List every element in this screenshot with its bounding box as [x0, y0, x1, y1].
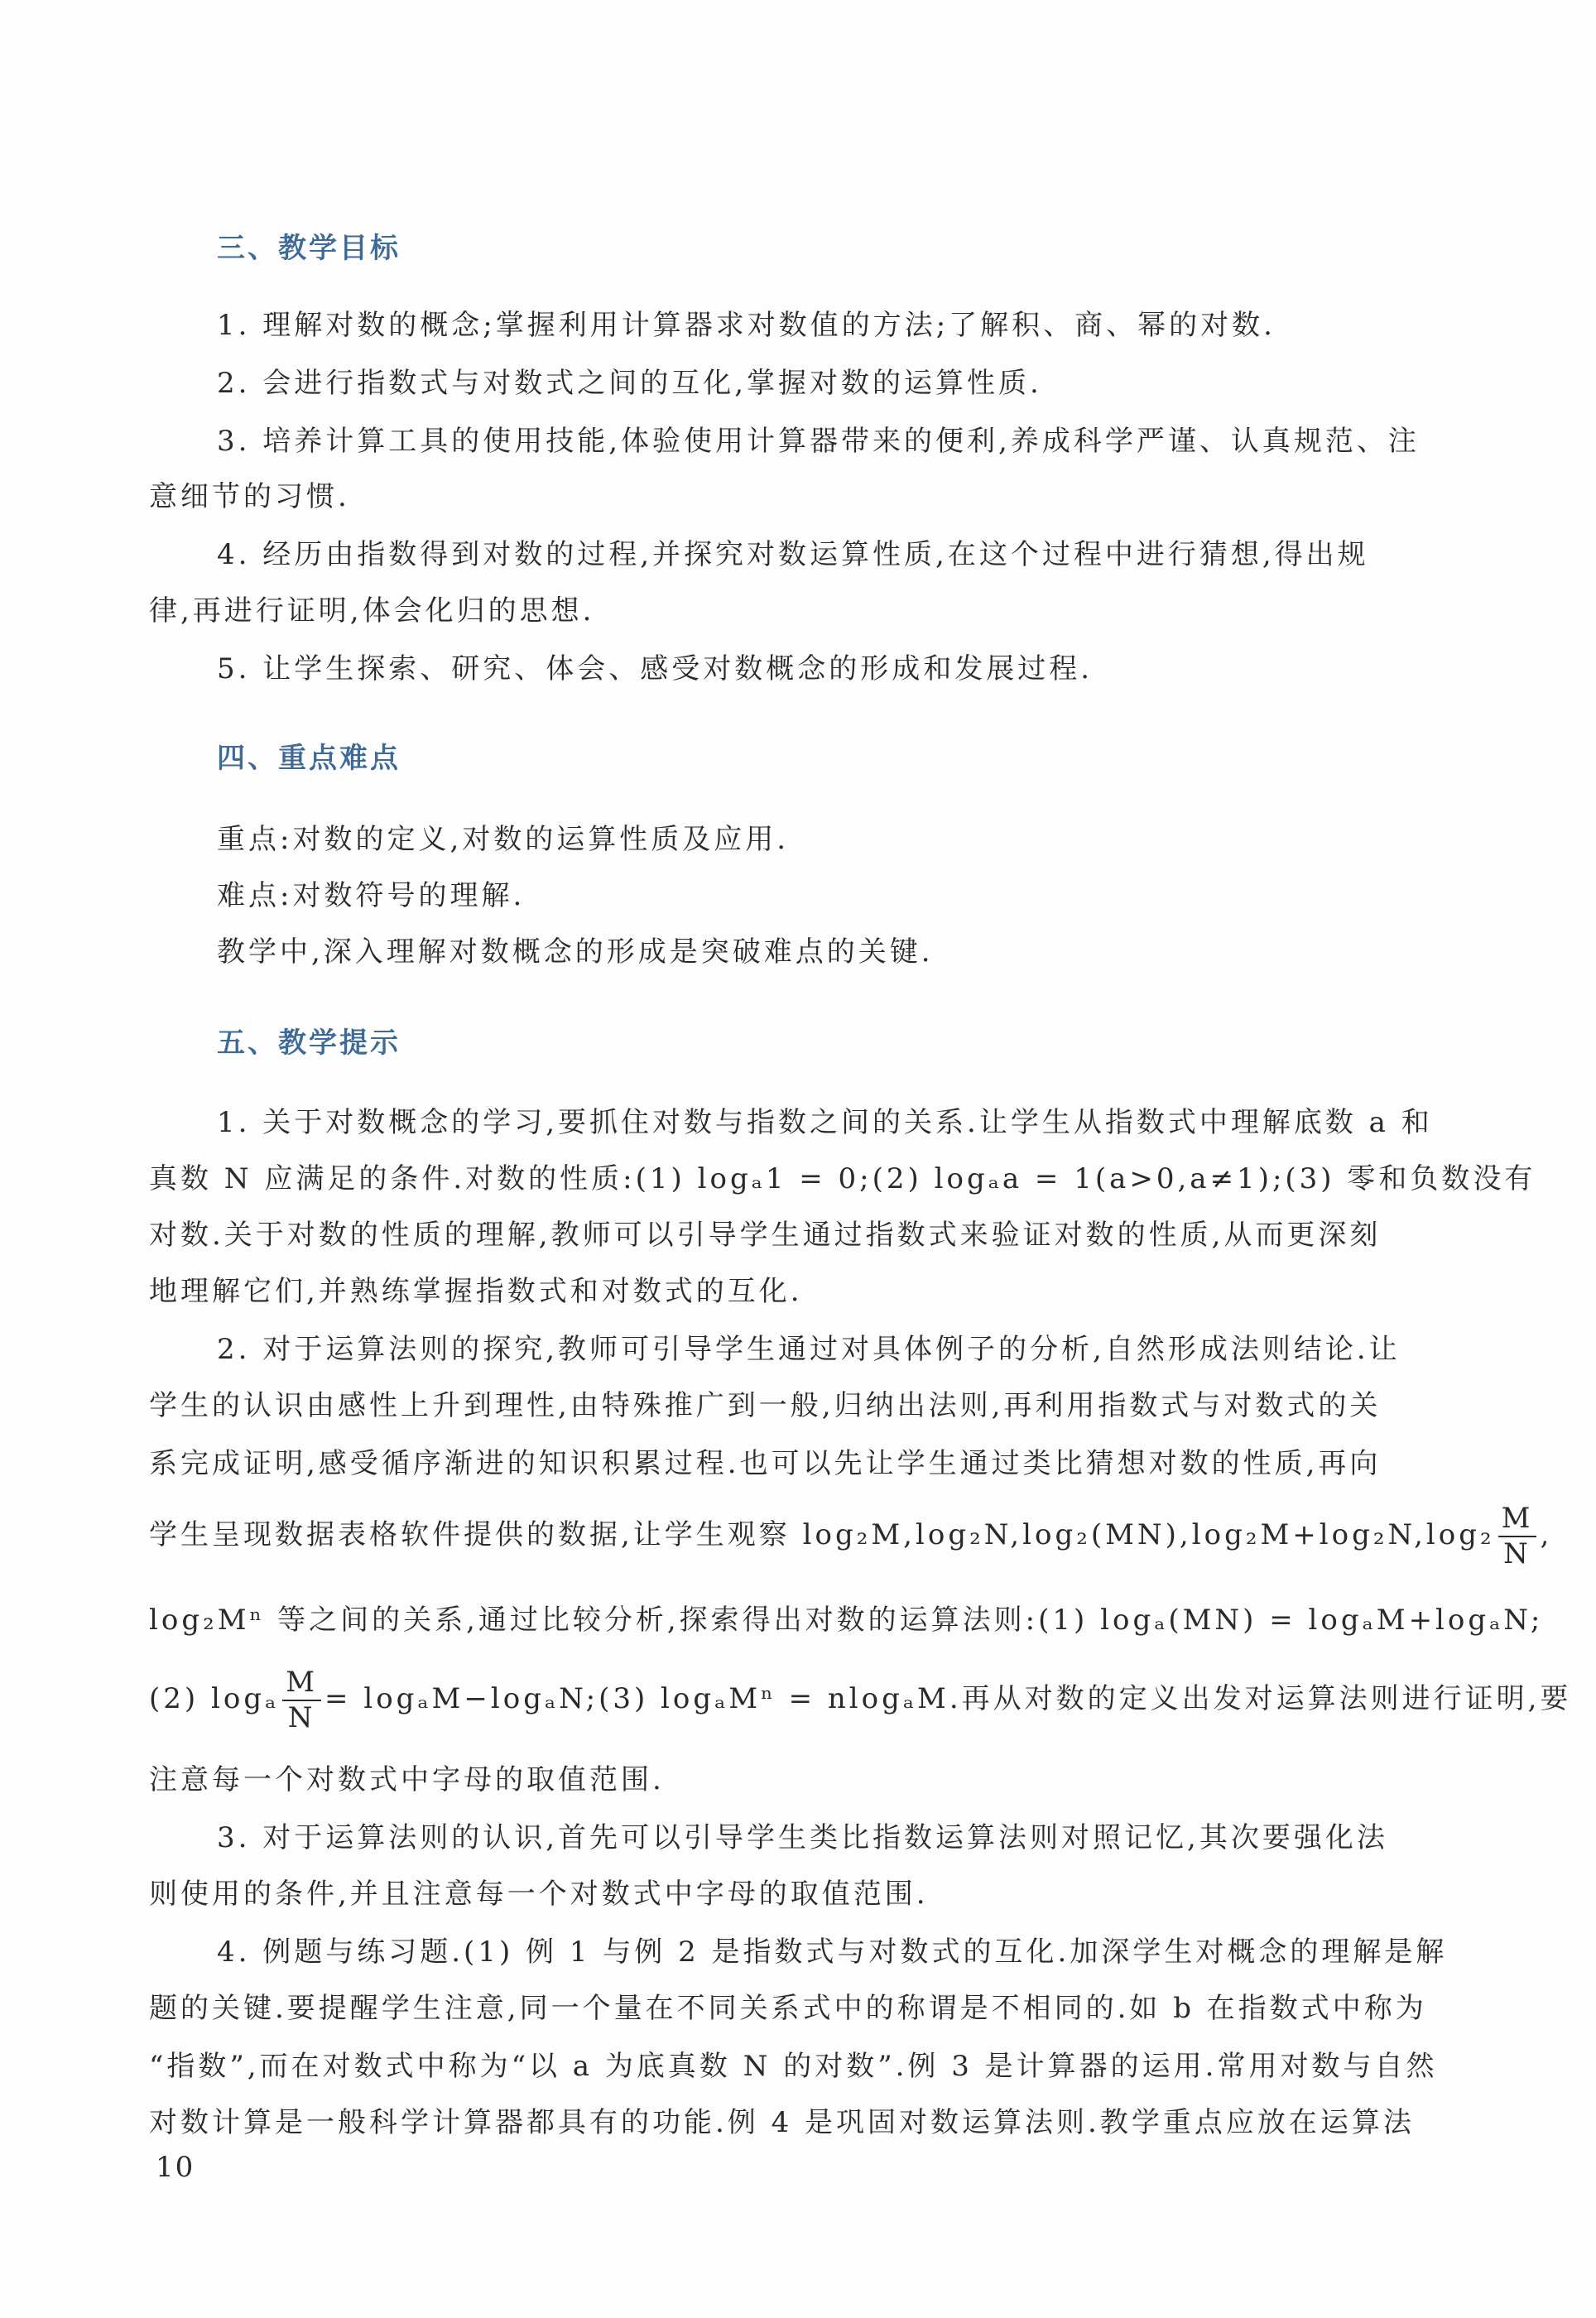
hint-4-line-1: 4. 例题与练习题.(1) 例 1 与例 2 是指数式与对数式的互化.加深学生对概念的理解是解 — [217, 1936, 1448, 1969]
key-point-note: 教学中,深入理解对数概念的形成是突破难点的关键. — [217, 935, 934, 969]
section-heading-teaching-hints: 五、教学提示 — [217, 1027, 401, 1060]
hint-1-line-1: 1. 关于对数概念的学习,要抓住对数与指数之间的关系.让学生从指数式中理解底数 a 和 — [217, 1106, 1433, 1139]
fraction-m-over-n — [282, 1666, 321, 1735]
hint-2-line-1: 2. 对于运算法则的探究,教师可引导学生通过对具体例子的分析,自然形成法则结论.让 — [217, 1333, 1401, 1366]
hint-1-line-4: 地理解它们,并熟练掌握指数式和对数式的互化. — [149, 1275, 803, 1308]
goal-2: 2. 会进行指数式与对数式之间的互化,掌握对数的运算性质. — [217, 367, 1042, 400]
goal-3-line-1: 3. 培养计算工具的使用技能,体验使用计算器带来的便利,养成科学严谨、认真规范、注 — [217, 425, 1420, 458]
goal-4-line-2: 律,再进行证明,体会化归的思想. — [149, 594, 595, 628]
hint-4-line-3: “指数”,而在对数式中称为“以 a 为底真数 N 的对数”.例 3 是计算器的运用.常用对数与自然 — [149, 2050, 1438, 2083]
hint-2-line-7: 注意每一个对数式中字母的取值范围. — [149, 1763, 665, 1796]
goal-4-line-1: 4. 经历由指数得到对数的过程,并探究对数运算性质,在这个过程中进行猜想,得出规 — [217, 538, 1369, 571]
page-number: 10 — [156, 2151, 195, 2184]
goal-3-line-2: 意细节的习惯. — [149, 480, 350, 513]
hint-2-line-6-text: (2) logₐ — [149, 1681, 280, 1715]
hint-2-line-4-tail: , — [1540, 1517, 1553, 1551]
hint-2-line-2: 学生的认识由感性上升到理性,由特殊推广到一般,归纳出法则,再利用指数式与对数式的关 — [149, 1389, 1382, 1422]
fraction-denominator: N — [287, 1700, 316, 1734]
hint-2-line-4 — [149, 1502, 1552, 1571]
hint-2-line-4-text: 学生呈现数据表格软件提供的数据,让学生观察 log₂M,log₂N,log₂(MN),log₂M+log₂N,log₂ — [149, 1517, 1495, 1551]
hint-2-line-6-tail: = logₐM−logₐN;(3) logₐMⁿ = nlogₐM.再从对数的定义出发对运算法则进行证明,要 — [324, 1681, 1572, 1715]
hint-1-line-2: 真数 N 应满足的条件.对数的性质:(1) logₐ1 = 0;(2) logₐa = 1(a>0,a≠1);(3) 零和负数没有 — [149, 1162, 1536, 1195]
section-heading-teaching-goals: 三、教学目标 — [217, 232, 401, 265]
goal-1: 1. 理解对数的概念;掌握利用计算器求对数值的方法;了解积、商、幂的对数. — [217, 309, 1276, 342]
fraction-m-over-n — [1498, 1502, 1537, 1571]
hint-3-line-1: 3. 对于运算法则的认识,首先可以引导学生类比指数运算法则对照记忆,其次要强化法 — [217, 1821, 1388, 1854]
hint-4-line-2: 题的关键.要提醒学生注意,同一个量在不同关系式中的称谓是不相同的.如 b 在指数式中称为 — [149, 1992, 1427, 2025]
hint-1-line-3: 对数.关于对数的性质的理解,教师可以引导学生通过指数式来验证对数的性质,从而更深刻 — [149, 1219, 1382, 1252]
hint-4-line-4: 对数计算是一般科学计算器都具有的功能.例 4 是巩固对数运算法则.教学重点应放在运算法 — [149, 2106, 1415, 2139]
fraction-denominator: N — [1503, 1537, 1531, 1570]
difficult-point: 难点:对数符号的理解. — [217, 879, 526, 912]
hint-3-line-2: 则使用的条件,并且注意每一个对数式中字母的取值范围. — [149, 1878, 929, 1911]
section-heading-key-points: 四、重点难点 — [217, 742, 401, 775]
hint-2-line-6 — [149, 1666, 1571, 1735]
key-point: 重点:对数的定义,对数的运算性质及应用. — [217, 823, 790, 856]
fraction-numerator: M — [1498, 1502, 1537, 1537]
hint-2-line-3: 系完成证明,感受循序渐进的知识积累过程.也可以先让学生通过类比猜想对数的性质,再向 — [149, 1447, 1382, 1480]
fraction-numerator: M — [282, 1666, 321, 1701]
hint-2-line-5: log₂Mⁿ 等之间的关系,通过比较分析,探索得出对数的运算法则:(1) logₐ(MN) = logₐM+logₐN; — [149, 1604, 1544, 1637]
goal-5: 5. 让学生探索、研究、体会、感受对数概念的形成和发展过程. — [217, 652, 1094, 685]
